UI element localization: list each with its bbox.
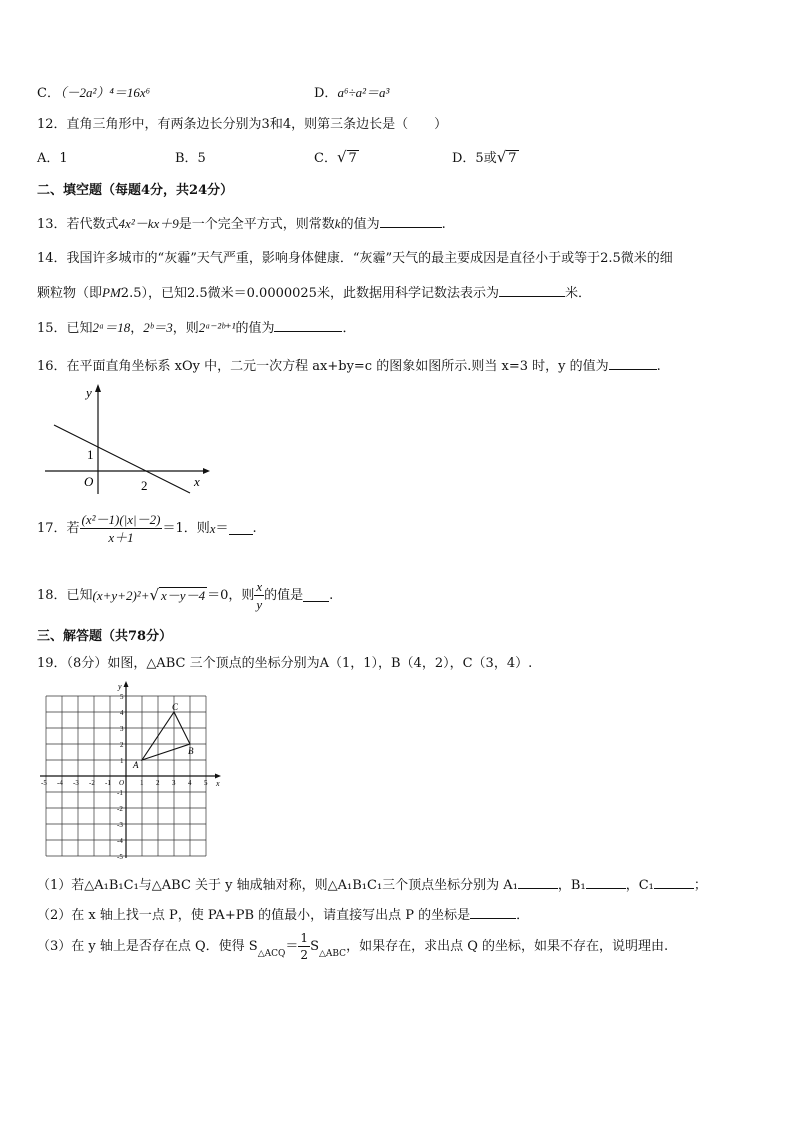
q12-option-a: A．1 bbox=[37, 151, 68, 166]
q14-line-1: 14．我国许多城市的“灰霾”天气严重，影响身体健康．“灰霾”天气的最主要成因是直径小于或等于2.5微米的细 bbox=[37, 251, 673, 266]
q19-point-b-label: B bbox=[188, 746, 194, 756]
x-tick-label: 5 bbox=[204, 779, 208, 787]
q19-b1-blank bbox=[586, 876, 626, 889]
y-tick-label: -3 bbox=[117, 821, 123, 829]
x-tick-label: -2 bbox=[89, 779, 95, 787]
section-3-title: 三、解答题（共78分） bbox=[37, 629, 173, 644]
q16-x-label: x bbox=[194, 474, 200, 489]
q16-line bbox=[54, 425, 190, 493]
q19-sub-1: （1）若△A₁B₁C₁与△ABC 关于 y 轴成轴对称，则△A₁B₁C₁三个顶点坐标分别为 A₁ ，B₁ ，C₁ ； bbox=[37, 878, 707, 893]
x-tick-label: -1 bbox=[105, 779, 111, 787]
q17-answer-blank bbox=[229, 522, 253, 535]
q15: 15．已知2ᵃ＝18，2ᵇ＝3，则2ᵃ⁻²ᵇ⁺¹的值为 ． bbox=[37, 320, 356, 336]
q19-origin-label: O bbox=[119, 779, 125, 787]
q19-half-fraction: $\frac{1}{2}$ bbox=[300, 931, 309, 962]
q19-y-arrow bbox=[124, 681, 129, 687]
q18-fraction: $\frac{x}{y}$ bbox=[256, 579, 263, 612]
y-tick-label: 2 bbox=[120, 741, 124, 749]
q19-point-a-label: A bbox=[133, 760, 139, 770]
q16-y-arrow bbox=[95, 384, 101, 392]
q19-x-arrow bbox=[215, 774, 221, 779]
q16-y-label: y bbox=[86, 385, 92, 400]
x-tick-label: 2 bbox=[156, 779, 160, 787]
y-tick-label: 5 bbox=[120, 693, 124, 701]
q19-sub-2: （2）在 x 轴上找一点 P，使 PA+PB 的值最小，请直接写出点 P 的坐标是 ． bbox=[37, 908, 530, 923]
q15-answer-blank bbox=[274, 319, 342, 332]
x-tick-label: -4 bbox=[57, 779, 63, 787]
y-tick-label: 1 bbox=[120, 757, 124, 765]
q11-option-c: C．（－2a²）⁴＝16x⁶ bbox=[37, 85, 151, 101]
q13-answer-blank bbox=[380, 215, 442, 228]
q16: 16．在平面直角坐标系 xOy 中，二元一次方程 ax+by=c 的图象如图所示.则当 x=3 时，y 的值为 . bbox=[37, 359, 661, 374]
q19-y-label: y bbox=[118, 682, 122, 691]
q14-line-2: 颗粒物（即PM2.5），已知2.5微米＝0.0000025米，此数据用科学记数法表示为 米． bbox=[37, 285, 591, 301]
x-tick-label: 3 bbox=[172, 779, 176, 787]
q19-triangle-abc bbox=[142, 712, 190, 760]
section-2-title: 二、填空题（每题4分，共24分） bbox=[37, 183, 234, 198]
q12-option-d: D．5或√ 7 bbox=[452, 148, 517, 166]
y-tick-label: -4 bbox=[117, 837, 123, 845]
q19-a1-blank bbox=[518, 876, 558, 889]
q16-answer-blank bbox=[609, 357, 657, 370]
y-tick-label: -1 bbox=[117, 789, 123, 797]
q12-option-b: B．5 bbox=[175, 151, 206, 166]
q11-option-d: D．a⁶÷a²＝a³ bbox=[314, 85, 390, 101]
q19-point-c-label: C bbox=[172, 702, 179, 712]
q19-x-label: x bbox=[216, 779, 220, 788]
q13: 13．若代数式4x²－kx＋9是一个完全平方式，则常数k的值为 . bbox=[37, 216, 446, 232]
q14-answer-blank bbox=[499, 284, 565, 297]
q16-origin-label: O bbox=[84, 474, 94, 489]
q16-x-arrow bbox=[203, 468, 210, 474]
y-tick-label: 4 bbox=[120, 709, 124, 717]
q18-answer-blank bbox=[303, 589, 329, 602]
y-tick-label: 3 bbox=[120, 725, 124, 733]
q18: 18．已知(x+y+2)²+√ x－y－4 ＝0，则 $\frac{x}{y}$ 的值是 . bbox=[37, 579, 334, 612]
q19-stem: 19．（8分）如图，△ABC 三个顶点的坐标分别为A（1，1），B（4，2），C（3，4）. bbox=[37, 656, 533, 671]
q19-c1-blank bbox=[654, 876, 694, 889]
q19-grid bbox=[40, 680, 222, 860]
x-tick-label: 4 bbox=[188, 779, 192, 787]
q19-p-blank bbox=[470, 906, 516, 919]
x-tick-label: -3 bbox=[73, 779, 79, 787]
q12-option-c: C．√ 7 bbox=[314, 148, 357, 166]
q16-graph bbox=[40, 382, 210, 500]
q19-sub-3: （3）在 y 轴上是否存在点 Q．使得 $S_{\triangle ACQ}=$ $\frac{1}{2}$ $S_{\triangle ABC}$，如果存在，求出点 Q 的坐标，如果不存在，说明理由. bbox=[37, 931, 669, 962]
q16-y-intercept-label: 1 bbox=[87, 447, 94, 462]
y-tick-label: -5 bbox=[117, 853, 123, 860]
q12-stem: 12．直角三角形中，有两条边长分别为3和4，则第三条边长是（ ） bbox=[37, 117, 448, 132]
q17-fraction: $\frac{\text{(x²－1)(|x|－2)}}{x+1}$ bbox=[81, 512, 161, 545]
q16-x-intercept-label: 2 bbox=[141, 478, 148, 493]
x-tick-label: -5 bbox=[41, 779, 47, 787]
q17: 17．若 $\frac{\text{(x²－1)(|x|－2)}}{x+1}$ ＝1．则x＝ . bbox=[37, 512, 257, 545]
y-tick-label: -2 bbox=[117, 805, 123, 813]
x-tick-label: 1 bbox=[140, 779, 144, 787]
